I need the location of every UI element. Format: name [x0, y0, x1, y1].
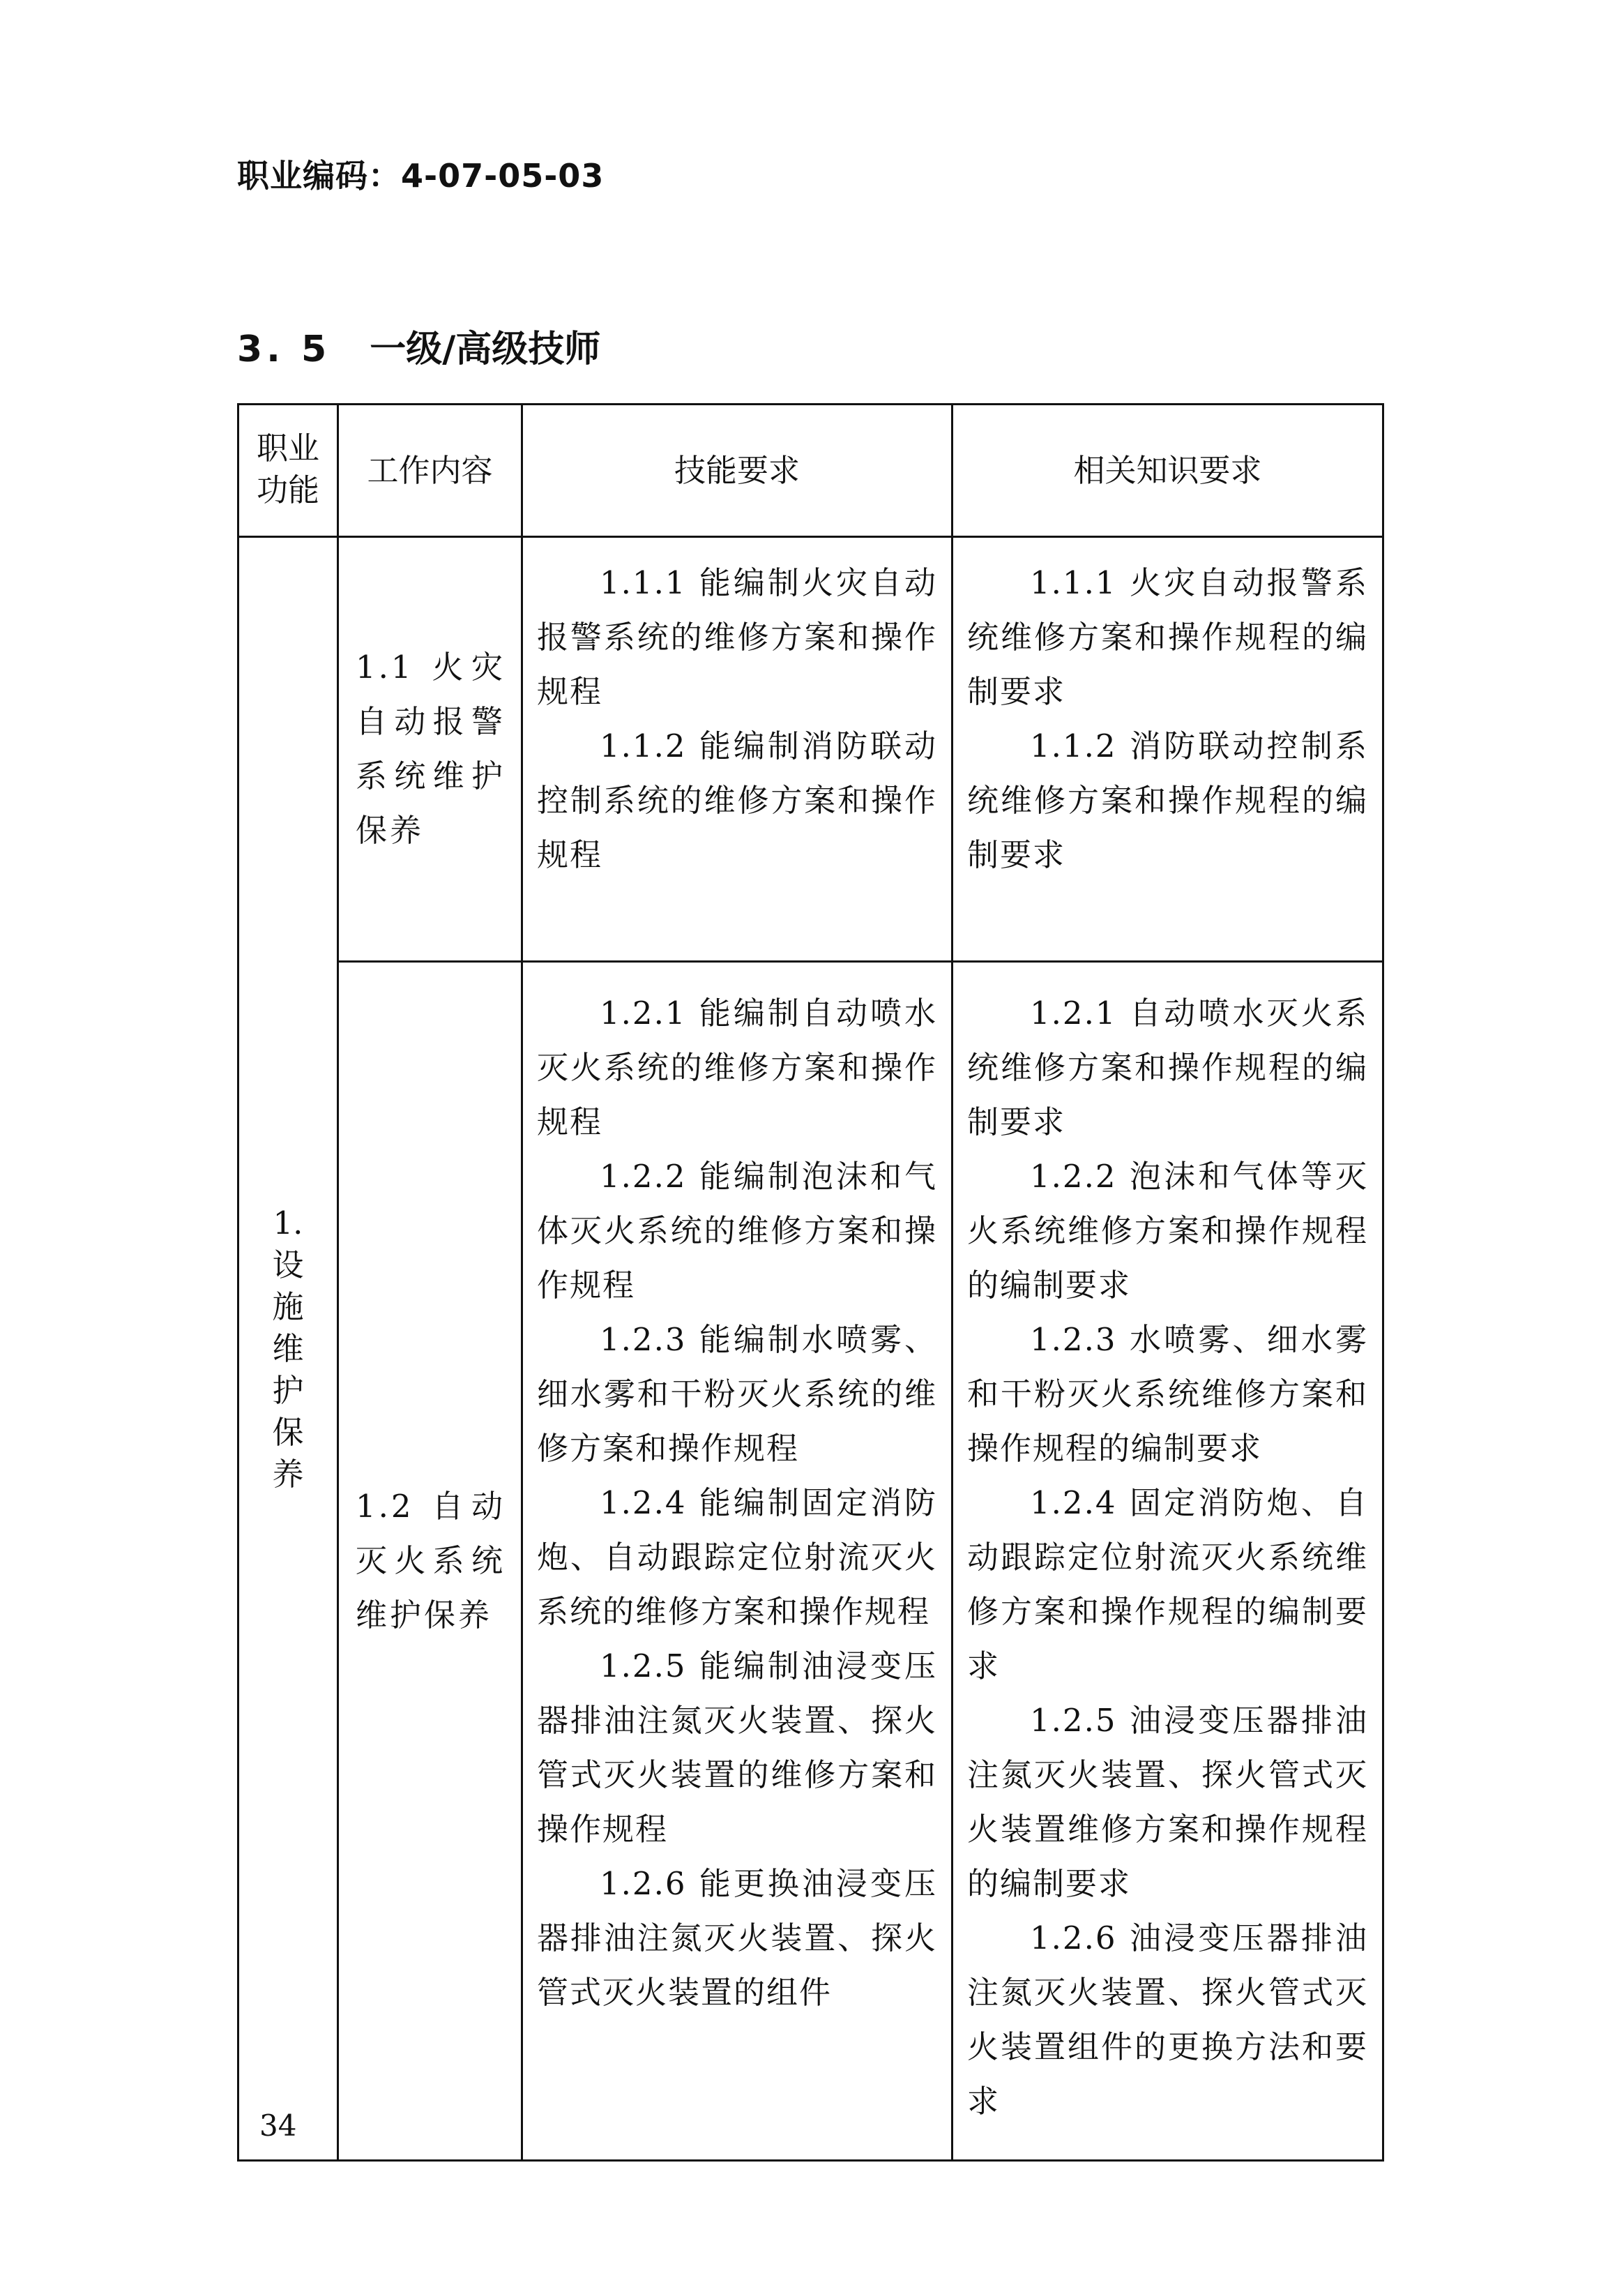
knowledge-item: 1.2.5 油浸变压器排油注氮灭火装置、探火管式灭火装置维修方案和操作规程的编制要求 — [967, 1702, 1368, 1902]
work-content-text: 1.2 自动灭火系统维护保养 — [356, 1488, 506, 1634]
header-knowledge-requirements: 相关知识要求 — [953, 405, 1383, 537]
section-heading — [237, 325, 600, 374]
skill-item: 1.2.5 能编制油浸变压器排油注氮灭火装置、探火管式灭火装置的维修方案和操作规程 — [537, 1647, 937, 1848]
skill-item: 1.2.1 能编制自动喷水灭火系统的维修方案和操作规程 — [537, 995, 937, 1140]
knowledge-item: 1.2.4 固定消防炮、自动跟踪定位射流灭火系统维修方案和操作规程的编制要求 — [967, 1484, 1368, 1684]
skill-item: 1.2.4 能编制固定消防炮、自动跟踪定位射流灭火系统的维修方案和操作规程 — [537, 1484, 937, 1630]
skill-item: 1.2.3 能编制水喷雾、细水雾和干粉灭火系统的维修方案和操作规程 — [537, 1321, 937, 1467]
table-row — [238, 962, 1383, 2161]
table-header-row — [238, 405, 1383, 537]
knowledge-item: 1.1.1 火灾自动报警系统维修方案和操作规程的编制要求 — [967, 564, 1368, 710]
table-row — [238, 537, 1383, 962]
requirements-table — [237, 403, 1384, 2162]
occupation-code: 职业编码：4-07-05-03 — [237, 157, 605, 195]
skill-item: 1.1.2 能编制消防联动控制系统的维修方案和操作规程 — [537, 727, 937, 873]
knowledge-item: 1.2.3 水喷雾、细水雾和干粉灭火系统维修方案和操作规程的编制要求 — [967, 1321, 1368, 1467]
knowledge-cell — [953, 962, 1383, 2161]
work-content-text: 1.1 火灾自动报警系统维护保养 — [356, 649, 506, 849]
knowledge-cell — [953, 537, 1383, 962]
section-number: 3. 5 — [237, 329, 331, 370]
function-cell — [238, 537, 338, 2161]
work-content-cell — [338, 537, 522, 962]
header-skill-requirements: 技能要求 — [522, 405, 953, 537]
header-work-content: 工作内容 — [338, 405, 522, 537]
skill-item: 1.2.6 能更换油浸变压器排油注氮灭火装置、探火管式灭火装置的组件 — [537, 1865, 937, 2011]
header-function: 职业功能 — [238, 405, 338, 537]
knowledge-item: 1.1.2 消防联动控制系统维修方案和操作规程的编制要求 — [967, 727, 1368, 873]
skill-item: 1.2.2 能编制泡沫和气体灭火系统的维修方案和操作规程 — [537, 1158, 937, 1304]
knowledge-item: 1.2.2 泡沫和气体等灭火系统维修方案和操作规程的编制要求 — [967, 1158, 1368, 1304]
skill-item: 1.1.1 能编制火灾自动报警系统的维修方案和操作规程 — [537, 564, 937, 710]
knowledge-item: 1.2.6 油浸变压器排油注氮灭火装置、探火管式灭火装置组件的更换方法和要求 — [967, 1919, 1368, 2120]
skills-cell — [522, 537, 953, 962]
knowledge-item: 1.2.1 自动喷水灭火系统维修方案和操作规程的编制要求 — [967, 995, 1368, 1140]
section-title-text: 一级/高级技师 — [370, 329, 601, 370]
skills-cell — [522, 962, 953, 2161]
function-name: 1. 设施维护保养 — [272, 1204, 304, 1493]
page-number: 34 — [259, 2109, 297, 2143]
work-content-cell — [338, 962, 522, 2161]
